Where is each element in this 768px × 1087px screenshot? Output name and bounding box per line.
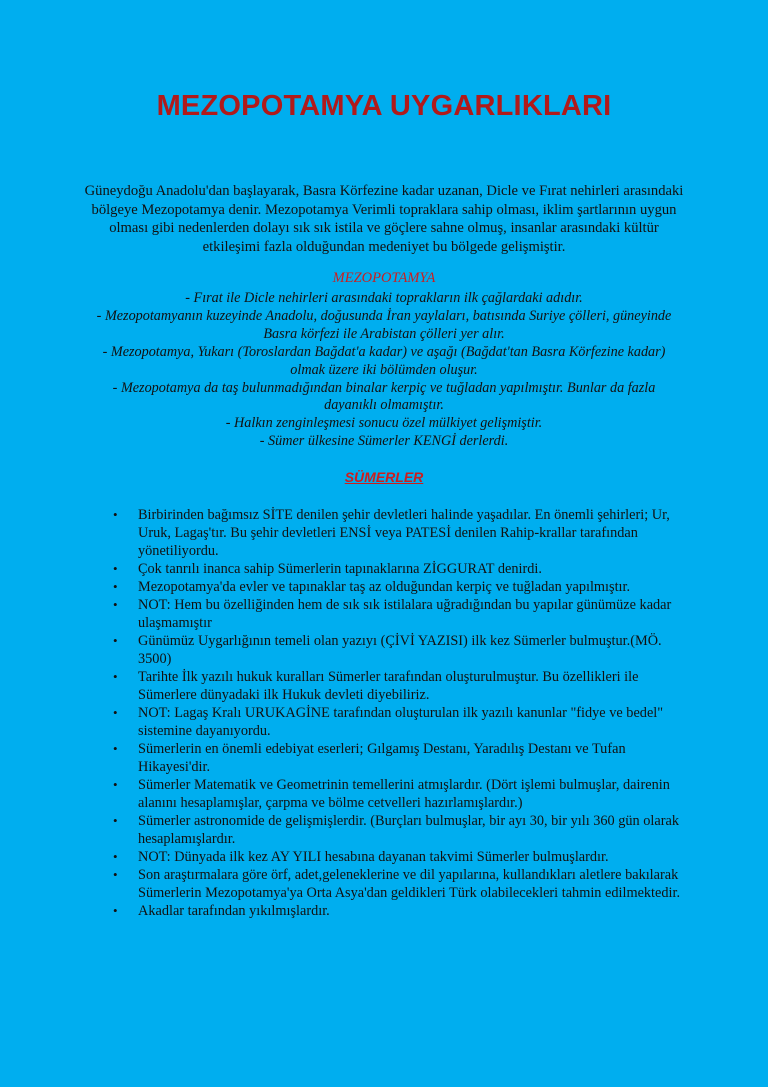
intro-paragraph: Güneydoğu Anadolu'dan başlayarak, Basra Körfezine kadar uzanan, Dicle ve Fırat nehirleri arasındaki bölgeye Mezopotamya denir. Mezopotamya Verimli topraklara sahip olması, iklim şartlarının uygun olması gibi nedenlerden dolayı sık sık istila ve göçlere sahne olmuş, insanlar arasındaki kültür etkileşimi fazla olduğundan medeniyet bu bölgede gelişmiştir. <box>84 183 684 255</box>
list-item-text: Çok tanrılı inanca sahip Sümerlerin tapınaklarına ZİGGURAT denirdi. <box>138 561 542 577</box>
list-item <box>106 704 686 740</box>
list-item <box>106 668 686 704</box>
bullet-icon: • <box>113 579 118 594</box>
list-item <box>106 812 686 848</box>
mezopotamya-line: - Mezopotamya da taş bulunmadığından binalar kerpiç ve tuğladan yapılmıştır. Bunlar da fazla dayanıklı olmamıştır. <box>112 379 656 414</box>
bullet-icon: • <box>113 813 118 828</box>
mezopotamya-section <box>88 290 680 451</box>
list-item-text: Birbirinden bağımsız SİTE denilen şehir devletleri halinde yaşadılar. En önemli şehirleri; Ur, Uruk, Lagaş'tır. Bu şehir devletleri ENSİ veya PATESİ denilen Rahip-krallar tarafından yönetiliyordu. <box>138 507 670 559</box>
bullet-icon: • <box>113 561 118 576</box>
list-item-text: Mezopotamya'da evler ve tapınaklar taş az olduğundan kerpiç ve tuğladan yapılmıştır. <box>138 579 631 595</box>
bullet-icon: • <box>113 867 118 882</box>
list-item <box>106 578 686 596</box>
bullet-icon: • <box>113 597 118 612</box>
list-item-text: NOT: Dünyada ilk kez AY YILI hesabına dayanan takvimi Sümerler bulmuşlardır. <box>138 849 609 865</box>
list-item <box>106 596 686 632</box>
mezopotamya-line: - Fırat ile Dicle nehirleri arasındaki toprakların ilk çağlardaki adıdır. <box>185 290 583 306</box>
list-item <box>106 776 686 812</box>
sumerler-bullet-list <box>106 506 686 920</box>
bullet-icon: • <box>113 777 118 792</box>
list-item-text: NOT: Hem bu özelliğinden hem de sık sık istilalara uğradığından bu yapılar günümüze kadar ulaşmamıştır <box>138 597 672 631</box>
list-item <box>106 866 686 902</box>
document-title: MEZOPOTAMYA UYGARLIKLARI <box>156 90 612 122</box>
list-item <box>106 506 686 560</box>
list-item <box>106 560 686 578</box>
list-item-text: NOT: Lagaş Kralı URUKAGİNE tarafından oluşturulan ilk yazılı kanunlar "fidye ve bedel" sistemine dayanıyordu. <box>138 705 664 739</box>
mezopotamya-heading: MEZOPOTAMYA <box>332 270 436 286</box>
bullet-icon: • <box>113 633 118 648</box>
mezopotamya-line: - Mezopotamya, Yukarı (Toroslardan Bağdat'a kadar) ve aşağı (Bağdat'tan Basra Körfezine kadar) olmak üzere iki bölümden oluşur. <box>102 343 666 378</box>
bullet-icon: • <box>113 849 118 864</box>
list-item-text: Sümerler astronomide de gelişmişlerdir. (Burçları bulmuşlar, bir ayı 30, bir yılı 360 gün olarak hesaplamışlardır. <box>138 813 680 847</box>
list-item <box>106 740 686 776</box>
list-item-text: Günümüz Uygarlığının temeli olan yazıyı (ÇİVİ YAZISI) ilk kez Sümerler bulmuştur.(MÖ. 3500) <box>138 633 662 667</box>
mezopotamya-line: - Sümer ülkesine Sümerler KENGİ derlerdi. <box>259 433 509 450</box>
list-item-text: Son araştırmalara göre örf, adet,geleneklerine ve dil yapılarına, kullandıkları aletlere bakılarak Sümerlerin Mezopotamya'ya Orta Asya'dan geldikleri Türk olabilecekleri tahmin edilmektedir. <box>138 867 681 901</box>
list-item <box>106 632 686 668</box>
list-item <box>106 848 686 866</box>
bullet-icon: • <box>113 903 118 918</box>
sumerler-heading: SÜMERLER <box>344 469 424 485</box>
list-item-text: Sümerler Matematik ve Geometrinin temellerini atmışlardır. (Dört işlemi bulmuşlar, dairenin alanını hesaplamışlar, çarpma ve bölme cetvelleri hazırlamışlardır.) <box>138 777 670 811</box>
bullet-icon: • <box>113 741 118 756</box>
list-item-text: Tarihte İlk yazılı hukuk kuralları Sümerler tarafından oluşturulmuştur. Bu özellikleri ile Sümerlere dünyadaki ilk Hukuk devleti diyebiliriz. <box>138 669 639 703</box>
mezopotamya-line: - Halkın zenginleşmesi sonucu özel mülkiyet gelişmiştir. <box>225 415 543 432</box>
bullet-icon: • <box>113 507 118 522</box>
list-item-text: Akadlar tarafından yıkılmışlardır. <box>138 903 330 919</box>
list-item <box>106 902 686 920</box>
list-item-text: Sümerlerin en önemli edebiyat eserleri; Gılgamış Destanı, Yaradılış Destanı ve Tufan Hikayesi'dir. <box>138 741 626 775</box>
bullet-icon: • <box>113 705 118 720</box>
bullet-icon: • <box>113 669 118 684</box>
mezopotamya-line: - Mezopotamyanın kuzeyinde Anadolu, doğusunda İran yaylaları, batısında Suriye çölleri, güneyinde Basra körfezi ile Arabistan çölleri yer alır. <box>96 307 672 342</box>
